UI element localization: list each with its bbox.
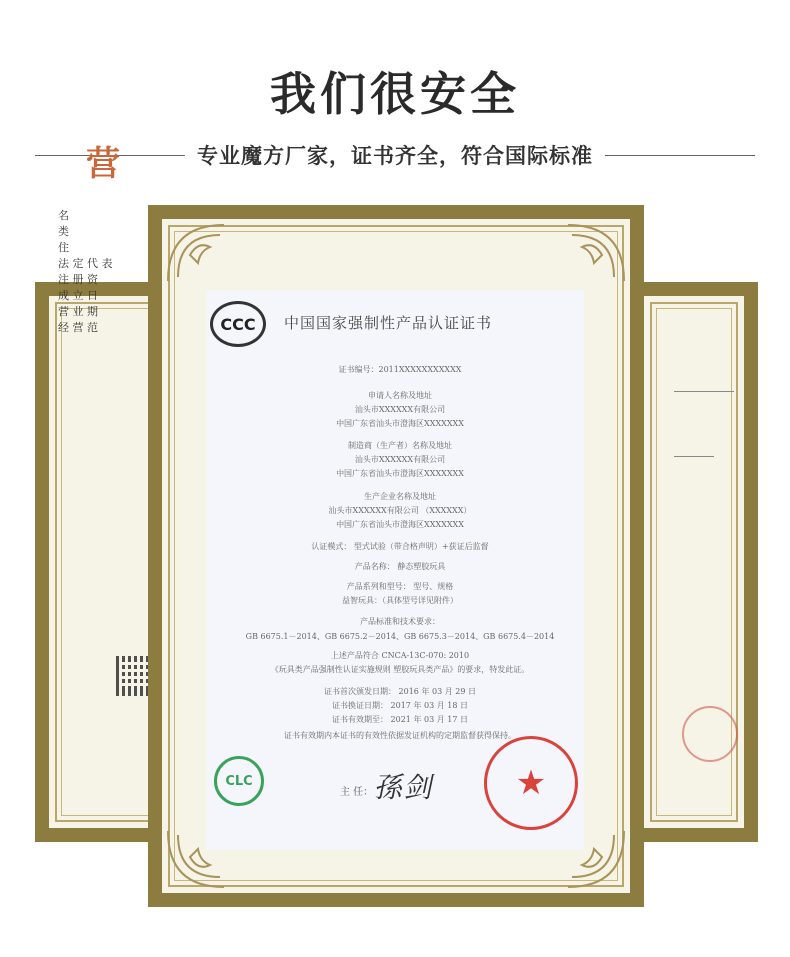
certificate-line: 申请人名称及地址 [368,391,432,400]
subtitle-row [35,138,755,172]
license-row: 名 [58,209,69,222]
certificate-line: 汕头市XXXXXX有限公司 （XXXXXX） [328,506,472,515]
certificate-line: 上述产品符合 CNCA-13C-070: 2010 [330,651,470,660]
director-signature: 孫剑 [372,771,440,804]
certificate-line: GB 6675.1－2014、GB 6675.2－2014、GB 6675.3－2014、GB 6675.4－2014 [245,632,555,641]
certificate-line: 认证模式： 型式试验（带合格声明）+获证后监督 [311,542,489,551]
license-row: 住 [58,241,69,254]
official-seal-icon: ★ [484,736,578,830]
license-row: 法 定 代 表 [58,257,113,270]
certificate-line: 汕头市XXXXXX有限公司 [354,455,446,464]
red-stamp-icon [682,706,738,762]
clc-logo-icon: CLC [214,756,264,806]
certificate-line: 中国广东省汕头市澄海区XXXXXXX [336,469,464,478]
certificate-line: 证书换证日期： 2017 年 03 月 18 日 [332,701,468,710]
page-subtitle: 专业魔方厂家，证书齐全，符合国际标准 [197,144,593,168]
certificate-line: 产品名称： 静态塑胶玩具 [354,562,446,571]
license-row: 营 业 期 [58,305,98,318]
corner-flourish-icon [164,221,234,291]
text-line [674,456,714,457]
certificate-title: 中国国家强制性产品认证证书 [284,314,493,332]
certificate-line: 制造商（生产者）名称及地址 [348,441,452,450]
license-row: 经 营 范 [58,321,98,334]
certificate-line: 中国广东省汕头市澄海区XXXXXXX [336,520,464,529]
certificate-line: 证书编号：2011XXXXXXXXXXX [338,365,462,374]
divider-right [605,155,755,156]
license-rows [58,208,113,336]
certificate-line: 证书有效期至： 2021 年 03 月 17 日 [332,715,468,724]
certificate-line: 中国广东省汕头市澄海区XXXXXXX [336,419,464,428]
certificate-line: 产品系列和型号： 型号、规格 [346,582,454,591]
license-row: 成 立 日 [58,289,98,302]
page-title: 我们很安全 [270,67,520,121]
director-label: 主 任： [340,787,374,798]
certificate-line: 汕头市XXXXXX有限公司 [354,405,446,414]
certificate-line: 证书有效期内本证书的有效性依据发证机构的定期监督获得保持。 [284,731,516,740]
license-row: 类 [58,225,69,238]
right-certificate-frame [630,282,758,842]
text-line [674,391,734,392]
certificate-line: 产品标准和技术要求： [360,617,440,626]
right-certificate-paper [644,296,744,828]
certificate-line: 证书首次颁发日期： 2016 年 03 月 29 日 [324,687,476,696]
corner-flourish-icon [558,221,628,291]
ccc-logo-icon: CCC [210,301,266,347]
license-heading: 营 [86,144,120,184]
certificate-line: 益智玩具：（具体型号详见附件） [342,596,458,605]
license-row: 注 册 资 [58,273,98,286]
certificate-line: 《玩具类产品强制性认证实施规则 塑胶玩具类产品》的要求，特发此证。 [270,665,530,674]
certificate-line: 生产企业名称及地址 [364,492,436,501]
